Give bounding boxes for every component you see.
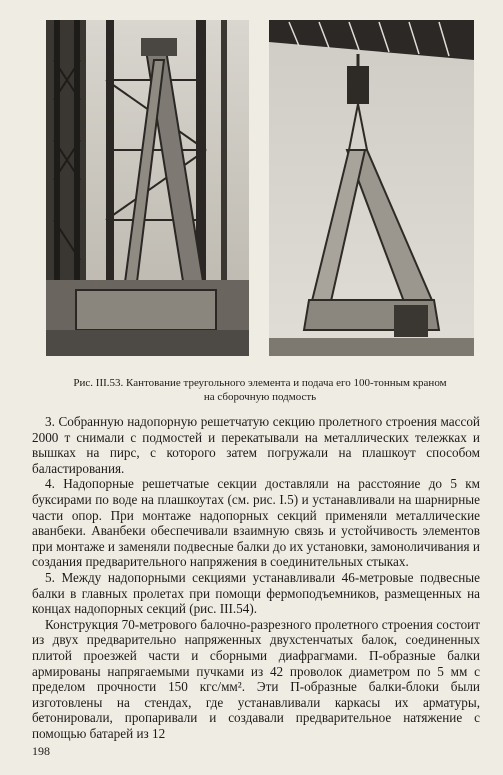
photo-tilting-element — [46, 20, 249, 356]
photo-crane-lift — [269, 20, 474, 356]
page-number: 198 — [32, 744, 50, 758]
caption-line-2: на сборочную подмость — [203, 391, 317, 403]
paragraph: 4. Надопорные решетчатые секции доставляли на расстояние до 5 км буксирами по воде на плашкоутах (см. рис. I.5) и устанавливали на шарнирные части опор. При монтаже надопорных секций применяли металлические аванбеки. Аванбеки обеспечивали взаимную связь и устойчивость элементов при монтаже и заменяли подвесные балки до их установки, замоноличивания и создания предварительного напряжения в соединительных стыках. — [32, 476, 480, 570]
paragraph: 3. Собранную надопорную решетчатую секцию пролетного строения массой 2000 т снимали с подмостей и перекатывали на металлических тележках и вышках на пирс, с которого затем погружали на плашкоут способом баластирования. — [32, 414, 480, 476]
figure-caption — [40, 376, 480, 404]
paragraph: Конструкция 70-метрового балочно-разрезного пролетного строения состоит из двух предварительно напряженных двухстенчатых балок, соединенных плитой проезжей части и сборными диафрагмами. П-образные балки армированы напрягаемыми пучками из 42 проволок диаметром по 5 мм с пределом прочности 150 кгс/мм². Эти П-образные балки-блоки были изготовлены на стендах, где устанавливали каркасы их арматуры, бетонировали, пропаривали и создавали предварительное натяжение с помощью батарей из 12 — [32, 616, 480, 741]
body-text — [32, 414, 480, 741]
caption-line-1: Рис. III.53. Кантование треугольного элемента и подача его 100-тонным краном — [73, 377, 447, 389]
figure-photos — [46, 20, 476, 360]
paragraph: 5. Между надопорными секциями устанавливали 46-метровые подвесные балки в главных пролетах при помощи фермоподъемников, размещенных на концах надопорных секций (рис. III.54). — [32, 569, 480, 617]
